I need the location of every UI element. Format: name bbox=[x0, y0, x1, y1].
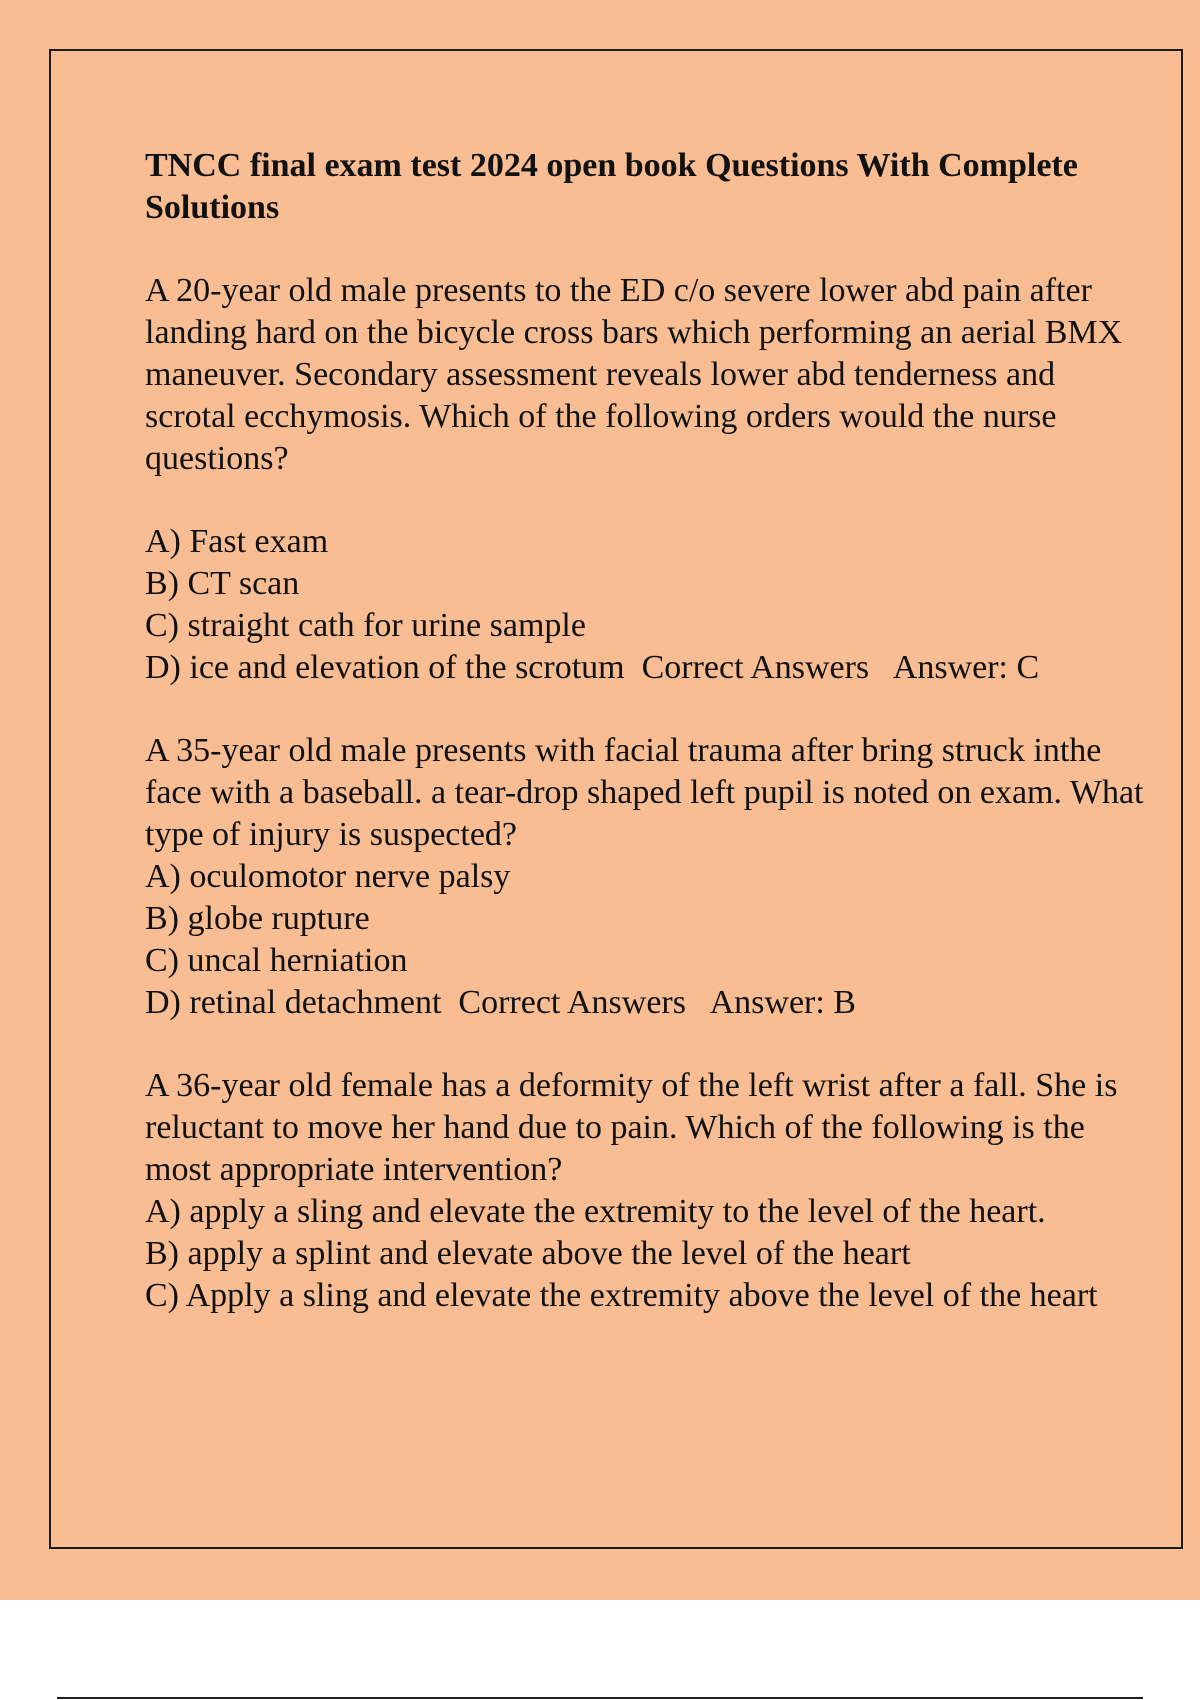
question-2-option-a: A) oculomotor nerve palsy bbox=[145, 858, 511, 895]
document-content bbox=[145, 145, 1145, 1317]
question-3-option-c: C) Apply a sling and elevate the extremity above the level of the heart bbox=[145, 1277, 1098, 1314]
question-1-option-c: C) straight cath for urine sample bbox=[145, 607, 586, 644]
question-1-option-a: A) Fast exam bbox=[145, 523, 329, 560]
question-3-option-b: B) apply a splint and elevate above the level of the heart bbox=[145, 1235, 911, 1272]
question-2-option-d-answer: D) retinal detachment Correct Answers Answer: B bbox=[145, 984, 856, 1021]
question-1-option-b: B) CT scan bbox=[145, 565, 300, 602]
question-2-option-c: C) uncal herniation bbox=[145, 942, 408, 979]
question-3-option-a: A) apply a sling and elevate the extremity to the level of the heart. bbox=[145, 1193, 1046, 1230]
document-title: TNCC final exam test 2024 open book Questions With Complete Solutions bbox=[145, 147, 1078, 226]
question-3 bbox=[145, 1065, 1145, 1317]
question-3-stem: A 36-year old female has a deformity of the left wrist after a fall. She is reluctant to move her hand due to pain. Which of the following is the most appropriate intervention? bbox=[145, 1067, 1118, 1188]
question-2 bbox=[145, 730, 1145, 1024]
footer-rule bbox=[57, 1697, 1143, 1699]
question-2-stem: A 35-year old male presents with facial trauma after bring struck inthe face with a baseball. a tear-drop shaped left pupil is noted on exam. What type of injury is suspected? bbox=[145, 732, 1144, 853]
question-2-option-b: B) globe rupture bbox=[145, 900, 370, 937]
question-1-stem: A 20-year old male presents to the ED c/o severe lower abd pain after landing hard on the bicycle cross bars which performing an aerial BMX maneuver. Secondary assessment reveals lower abd tenderness and scrotal ecchymosis. Which of the following orders would the nurse questions? bbox=[145, 272, 1123, 477]
question-1-option-d-answer: D) ice and elevation of the scrotum Correct Answers Answer: C bbox=[145, 649, 1040, 686]
question-1 bbox=[145, 270, 1145, 689]
